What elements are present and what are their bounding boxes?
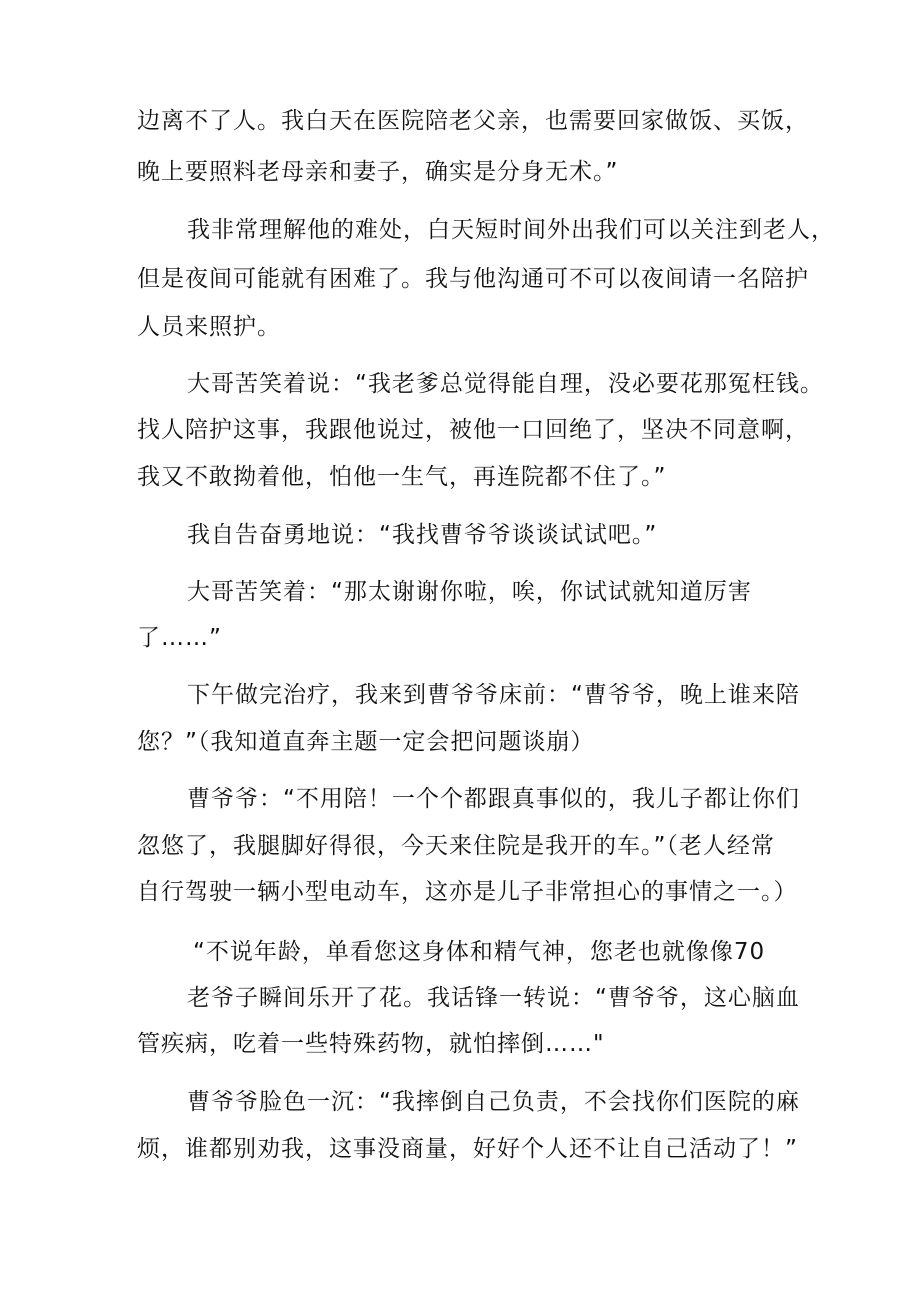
text-line: 烦，谁都别劝我，这事没商量，好好个人还不让自己活动了！” <box>137 1136 798 1162</box>
text-line: 人员来照护。 <box>137 314 281 340</box>
text-line: 但是夜间可能就有困难了。我与他沟通可不可以夜间请一名陪护 <box>137 266 809 292</box>
paragraph-start: 老爷子瞬间乐开了花。我话锋一转说：“曹爷爷，这心脑血 <box>187 985 800 1011</box>
paragraph-start: 下午做完治疗，我来到曹爷爷床前：“曹爷爷，晚上谁来陪 <box>187 682 800 708</box>
text-line: 您？”（我知道直奔主题一定会把问题谈崩） <box>137 729 595 755</box>
paragraph-start: 我非常理解他的难处，白天短时间外出我们可以关注到老人， <box>187 217 835 243</box>
paragraph-start: “不说年龄，单看您这身体和精气神，您老也就像像70 <box>193 939 766 965</box>
text-line: 忽悠了，我腿脚好得很，今天来住院是我开的车。”（老人经常 <box>137 833 775 859</box>
text-line: 了……” <box>137 625 222 651</box>
text-line: 管疾病，吃着一些特殊药物，就怕摔倒……" <box>137 1031 605 1057</box>
paragraph-start: 曹爷爷：“不用陪！一个个都跟真事似的，我儿子都让你们 <box>187 786 800 812</box>
text-line: 边离不了人。我白天在医院陪老父亲，也需要回家做饭、买饭， <box>137 108 809 134</box>
text-line: 找人陪护这事，我跟他说过，被他一口回绝了，坚决不同意啊， <box>137 417 809 443</box>
paragraph-start: 大哥苦笑着说：“我老爹总觉得能自理，没必要花那冤枉钱。 <box>187 371 824 397</box>
text-line: 我又不敢拗着他，怕他一生气，再连院都不住了。” <box>137 464 667 490</box>
paragraph-start: 我自告奋勇地说：“我找曹爷爷谈谈试试吧。” <box>187 522 658 548</box>
text-line: 晚上要照料老母亲和妻子，确实是分身无术。” <box>137 159 619 185</box>
text-line: 自行驾驶一辆小型电动车，这亦是儿子非常担心的事情之一。） <box>137 879 798 905</box>
paragraph-start: 大哥苦笑着：“那太谢谢你啦，唉，你试试就知道厉害 <box>187 579 752 605</box>
paragraph-start: 曹爷爷脸色一沉：“我摔倒自己负责，不会找你们医院的麻 <box>187 1089 800 1115</box>
